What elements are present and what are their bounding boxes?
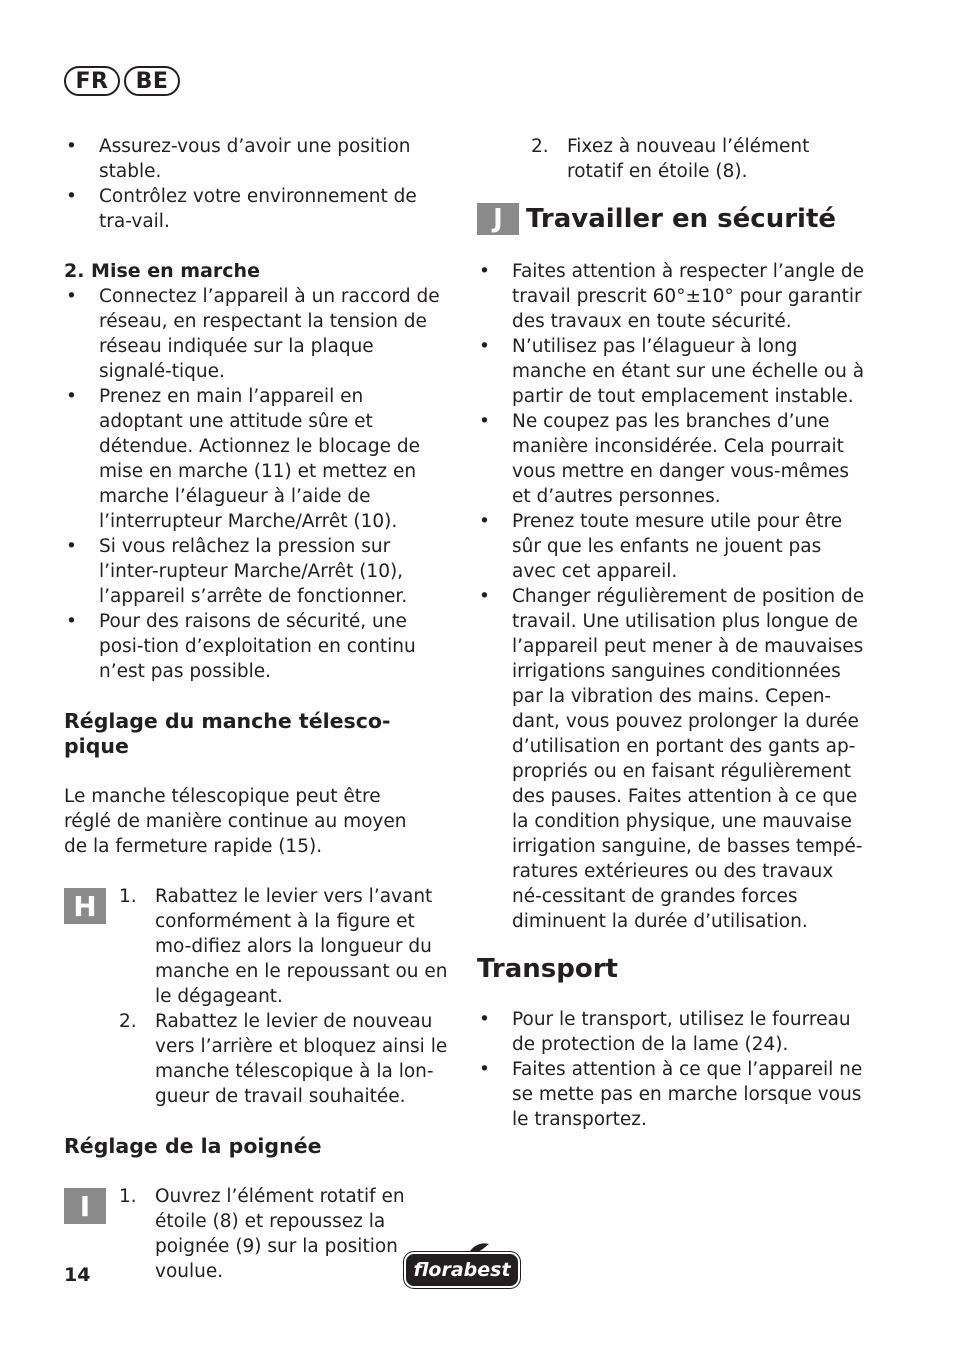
- figure-j-badge: J: [477, 203, 519, 235]
- bullet-icon: •: [66, 286, 77, 307]
- section-heading-mise-en-marche: 2. Mise en marche: [64, 260, 260, 282]
- list-item: • Pour le transport, utilisez le fourreau de protection de la lame (24).: [479, 1009, 851, 1055]
- bullet-icon: •: [66, 136, 77, 157]
- handle-steps-block: [64, 1184, 450, 1284]
- bullet-icon: •: [66, 386, 77, 407]
- bullet-icon: •: [66, 186, 77, 207]
- intro-bullet-list: [64, 134, 450, 234]
- telescope-steps: [119, 884, 450, 1109]
- handle-steps: [119, 1184, 450, 1284]
- bullet-icon: •: [479, 586, 490, 607]
- list-item: 1. Rabattez le levier vers l’avant conformément à la figure et mo-difiez alors la longueur du manche en le repoussant ou en le dégageant.: [119, 886, 448, 1007]
- bullet-icon: •: [479, 511, 490, 532]
- bullet-icon: •: [479, 1009, 490, 1030]
- lang-badge-be: BE: [124, 66, 180, 96]
- left-column: [64, 134, 450, 1284]
- telescope-paragraph: Le manche télescopique peut être réglé de manière continue au moyen de la fermeture rapide (15).: [64, 786, 407, 857]
- list-item: • Pour des raisons de sécurité, une posi-tion d’exploitation en continu n’est pas possible.: [66, 611, 416, 682]
- list-item: • Changer régulièrement de position de travail. Une utilisation plus longue de l’appareil peut mener à de mauvaises irrigations sanguines conditionnées par la vibration des mains. Cepen-dant, vous pouvez prolonger la durée d’utilisation en portant des gants ap-propriés ou en faisant régulièrement des pauses. Faites attention à ce que la condition physique, une mauvaise irrigation sanguine, de basses tempé-ratures extérieures ou des travaux né-cessitant de grandes forces diminuent la durée d’utilisation.: [479, 586, 865, 932]
- page-number: 14: [64, 1264, 91, 1286]
- list-item: • Assurez-vous d’avoir une position stable.: [66, 136, 411, 182]
- bullet-icon: •: [479, 336, 490, 357]
- safety-bullet-list: [477, 259, 867, 934]
- bullet-icon: •: [479, 1059, 490, 1080]
- mise-bullet-list: [64, 284, 450, 684]
- section-heading-telescope: Réglage du manche télesco-pique: [64, 709, 391, 758]
- list-item: • Contrôlez votre environnement de tra-vail.: [66, 186, 417, 232]
- list-item: 2. Rabattez le levier de nouveau vers l’arrière et bloquez ainsi le manche télescopique à la lon-gueur de travail souhaitée.: [119, 1011, 448, 1107]
- right-column: [477, 134, 867, 1132]
- list-item: • Faites attention à respecter l’angle de travail prescrit 60°±10° pour garantir des travaux en toute sécurité.: [479, 261, 865, 332]
- section-heading-poignee: Réglage de la poignée: [64, 1134, 322, 1158]
- bullet-icon: •: [479, 411, 490, 432]
- section-heading-securite: J Travailler en sécurité: [477, 203, 867, 235]
- list-item: • N’utilisez pas l’élagueur à long manche en étant sur une échelle ou à partir de tout emplacement instable.: [479, 336, 865, 407]
- list-item: • Faites attention à ce que l’appareil ne se mette pas en marche lorsque vous le transportez.: [479, 1059, 863, 1130]
- language-badges: [64, 66, 180, 96]
- list-item: • Prenez toute mesure utile pour être sûr que les enfants ne jouent pas avec cet appareil.: [479, 511, 843, 582]
- list-item: 1. Ouvrez l’élément rotatif en étoile (8) et repoussez la poignée (9) sur la position voulue.: [119, 1186, 405, 1282]
- transport-bullet-list: [477, 1007, 867, 1132]
- list-item: • Ne coupez pas les branches d’une manière inconsidérée. Cela pourrait vous mettre en danger vous-mêmes et d’autres personnes.: [479, 411, 850, 507]
- figure-i-badge: I: [64, 1188, 106, 1224]
- list-item: • Si vous relâchez la pression sur l’inter-rupteur Marche/Arrêt (10), l’appareil s’arrête de fonctionner.: [66, 536, 408, 607]
- list-item: • Connectez l’appareil à un raccord de réseau, en respectant la tension de réseau indiquée sur la plaque signalé-tique.: [66, 286, 440, 382]
- handle-steps-continued: [477, 134, 861, 184]
- figure-h-badge: H: [64, 888, 106, 924]
- bullet-icon: •: [66, 536, 77, 557]
- list-item: • Prenez en main l’appareil en adoptant une attitude sûre et détendue. Actionnez le blocage de mise en marche (11) et mettez en marche l’élagueur à l’aide de l’interrupteur Marche/Arrêt (10).: [66, 386, 420, 532]
- brand-logo: florabest: [406, 1254, 518, 1286]
- lang-badge-fr: FR: [64, 66, 120, 96]
- list-item: 2. Fixez à nouveau l’élément rotatif en étoile (8).: [531, 136, 810, 182]
- bullet-icon: •: [66, 611, 77, 632]
- telescope-steps-block: [64, 884, 450, 1109]
- section-heading-transport: Transport: [477, 954, 618, 984]
- bullet-icon: •: [479, 261, 490, 282]
